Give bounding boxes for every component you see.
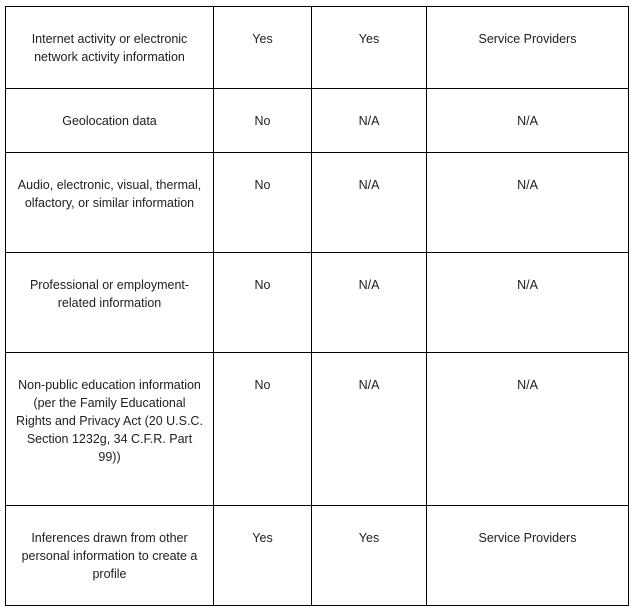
collected-cell: No: [214, 153, 312, 253]
data-categories-table: [5, 6, 629, 606]
recipients-cell: N/A: [427, 253, 629, 353]
table-row: [6, 253, 629, 353]
category-cell: Geolocation data: [6, 89, 214, 153]
category-cell: Inferences drawn from other personal information to create a profile: [6, 506, 214, 606]
disclosed-cell: Yes: [312, 7, 427, 89]
collected-cell: No: [214, 253, 312, 353]
collected-cell: Yes: [214, 7, 312, 89]
table-row: [6, 153, 629, 253]
disclosed-cell: Yes: [312, 506, 427, 606]
disclosed-cell: N/A: [312, 253, 427, 353]
disclosed-cell: N/A: [312, 153, 427, 253]
recipients-cell: N/A: [427, 153, 629, 253]
category-cell: Non-public education information (per the Family Educational Rights and Privacy Act (20 U.S.C. Section 1232g, 34 C.F.R. Part 99)): [6, 353, 214, 506]
recipients-cell: Service Providers: [427, 506, 629, 606]
category-cell: Internet activity or electronic network activity information: [6, 7, 214, 89]
collected-cell: No: [214, 89, 312, 153]
recipients-cell: Service Providers: [427, 7, 629, 89]
category-cell: Professional or employment-related information: [6, 253, 214, 353]
collected-cell: No: [214, 353, 312, 506]
category-cell: Audio, electronic, visual, thermal, olfactory, or similar information: [6, 153, 214, 253]
table-row: [6, 89, 629, 153]
disclosed-cell: N/A: [312, 89, 427, 153]
disclosed-cell: N/A: [312, 353, 427, 506]
table-row: [6, 506, 629, 606]
table-row: [6, 353, 629, 506]
collected-cell: Yes: [214, 506, 312, 606]
recipients-cell: N/A: [427, 89, 629, 153]
table-row: [6, 7, 629, 89]
recipients-cell: N/A: [427, 353, 629, 506]
